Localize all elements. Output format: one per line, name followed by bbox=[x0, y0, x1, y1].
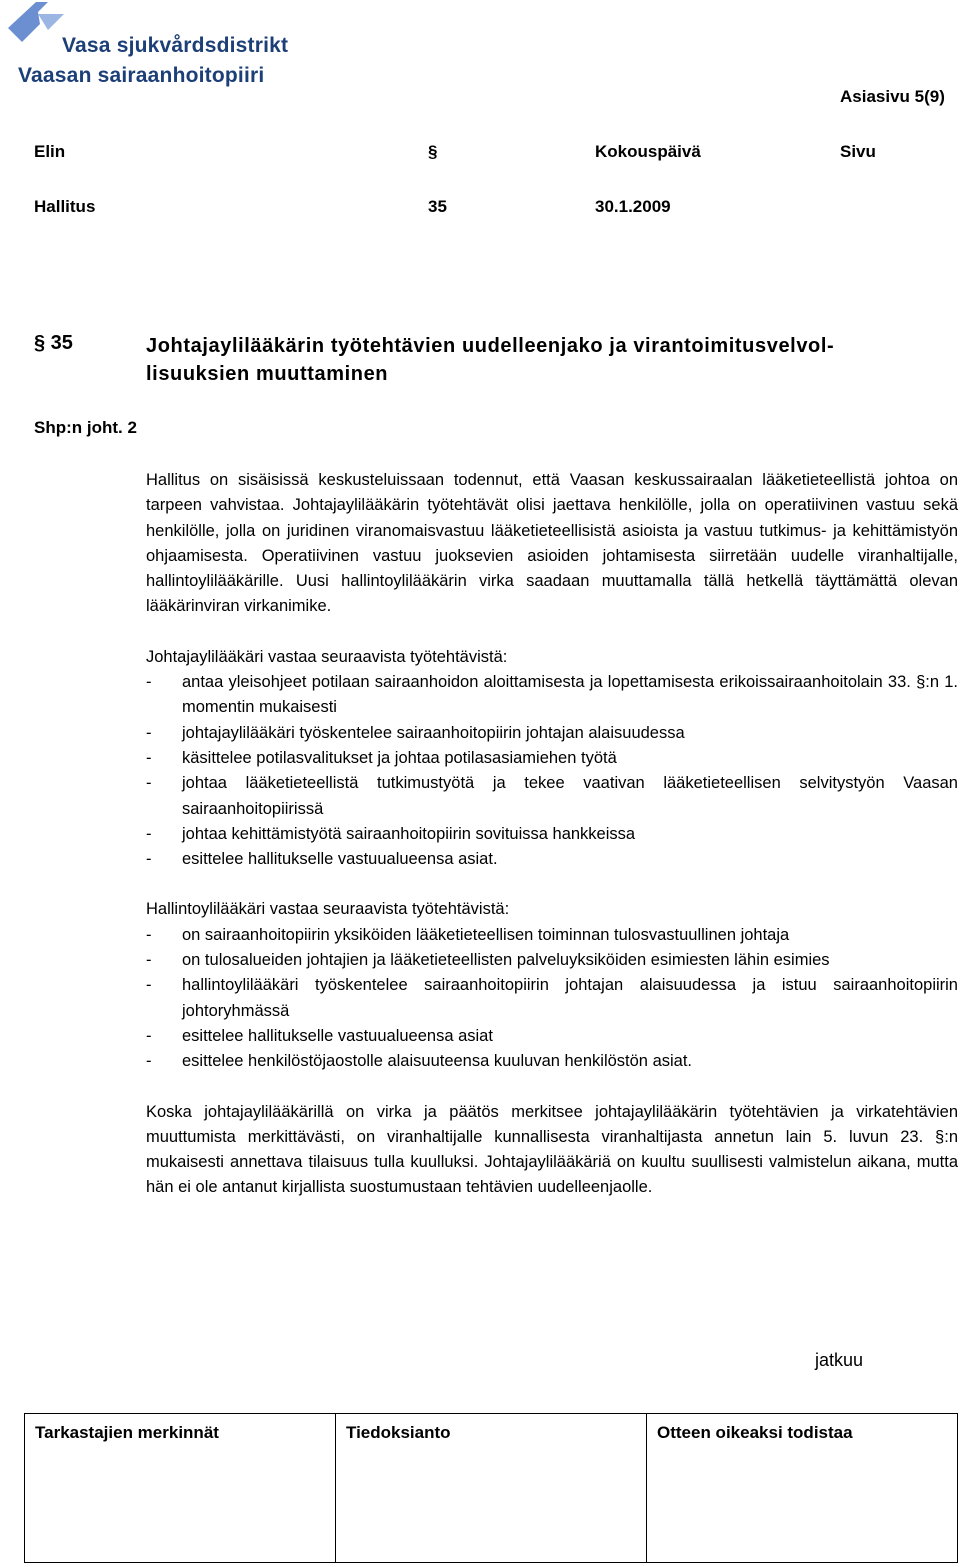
footer-column-certification bbox=[646, 1414, 853, 1562]
bullet-dash: - bbox=[146, 1052, 152, 1071]
header-value-section: 35 bbox=[428, 197, 447, 216]
header-label-section: § bbox=[428, 142, 438, 161]
bullet-dash: - bbox=[146, 723, 152, 742]
header-label-meeting-date: Kokouspäivä bbox=[595, 142, 701, 161]
list2-heading: Hallintoylilääkäri vastaa seuraavista työtehtävistä: bbox=[146, 900, 510, 919]
bullet-dash: - bbox=[146, 976, 152, 995]
list-item: - esittelee henkilöstöjaostolle alaisuuteensa kuuluvan henkilöstön asiat. bbox=[146, 1049, 958, 1074]
bullet-dash: - bbox=[146, 951, 152, 970]
bullet-dash: - bbox=[146, 748, 152, 767]
list-item: - johtaa kehittämistyötä sairaanhoitopiirin sovituissa hankkeissa bbox=[146, 822, 958, 847]
header-value-organ: Hallitus bbox=[34, 197, 96, 216]
section-title-line: Johtajaylilääkärin työtehtävien uudelleenjako ja virantoimitusvelvol- bbox=[146, 335, 835, 357]
list-item: - johtaa lääketieteellistä tutkimustyötä ja tekee vaativan lääketieteellisen selvitystyön Vaasan sairaanhoitopiirissä bbox=[146, 771, 958, 822]
continues-label: jatkuu bbox=[815, 1350, 864, 1370]
list2 bbox=[146, 923, 958, 1075]
list1-heading: Johtajaylilääkäri vastaa seuraavista työtehtävistä: bbox=[146, 647, 508, 666]
header-label-organ: Elin bbox=[34, 142, 66, 161]
intro-paragraph: Hallitus on sisäisissä keskusteluissaan todennut, että Vaasan keskussairaalan lääketieteellistä johtoa on tarpeen vahvistaa. Johtajaylilääkärin työtehtävät olisi jaettava henkilölle, jolla on operatiivinen vastuu sekä henkilölle, jolla on juridinen viranomaisvastuu lääketieteellisistä asioista ja vastuu tutkimus- ja kehittämistyön ohjaamisesta. Operatiivinen vastuu juoksevien asioiden johtamisesta siirretään uudelle viranhaltijalle, hallintoylilääkärille. Uusi hallintoylilääkärin virka saadaan muuttamalla tällä hetkellä täyttämättä olevan lääkärinviran virkanimike. bbox=[146, 471, 958, 616]
list-item: - käsittelee potilasvalitukset ja johtaa potilasasiamiehen työtä bbox=[146, 746, 958, 771]
bullet-dash: - bbox=[146, 1026, 152, 1045]
bullet-dash: - bbox=[146, 824, 152, 843]
bullet-dash: - bbox=[146, 774, 152, 793]
footer-column-notification bbox=[335, 1414, 451, 1562]
bullet-dash: - bbox=[146, 925, 152, 944]
list-item: - antaa yleisohjeet potilaan sairaanhoidon aloittamisesta ja lopettamisesta erikoissairaanhoitolain 33. §:n 1. momentin mukaisesti bbox=[146, 670, 958, 721]
list-item: - on sairaanhoitopiirin yksiköiden lääketieteellisen toiminnan tulosvastuullinen johtaja bbox=[146, 923, 958, 948]
bullet-dash: - bbox=[146, 850, 152, 869]
section-reference: Shp:n joht. 2 bbox=[34, 418, 137, 437]
document-body bbox=[146, 468, 958, 1201]
footer-label-reviewers: Tarkastajien merkinnät bbox=[35, 1423, 219, 1442]
page-reference: Asiasivu 5(9) bbox=[840, 87, 945, 106]
header-value-date: 30.1.2009 bbox=[595, 197, 671, 216]
footer-box bbox=[24, 1413, 958, 1563]
list-item: - esittelee hallitukselle vastuualueensa asiat. bbox=[146, 847, 958, 872]
closing-paragraph: Koska johtajaylilääkärillä on virka ja päätös merkitsee johtajaylilääkärin työtehtävien ja virkatehtävien muuttumista merkittävästi, on viranhaltijalle kunnallisesta viranhaltijasta annetun lain 5. luvun 23. §:n mukaisesti annettava tilaisuus tulla kuulluksi. Johtajaylilääkäriä on kuultu suullisesti valmistelun aikana, mutta hän ei ole antanut kirjallista suostumustaan tehtävien uudelleenjaolle. bbox=[146, 1102, 958, 1197]
section-title bbox=[146, 332, 946, 388]
footer-label-notification: Tiedoksianto bbox=[346, 1423, 451, 1442]
list1 bbox=[146, 670, 958, 872]
list-item: - johtajaylilääkäri työskentelee sairaanhoitopiirin johtajan alaisuudessa bbox=[146, 721, 958, 746]
list-item: - esittelee hallitukselle vastuualueensa asiat bbox=[146, 1024, 958, 1049]
organization-logo-icon bbox=[8, 2, 68, 46]
list-item: - on tulosalueiden johtajien ja lääketieteellisten palveluyksiköiden esimiesten lähin esimies bbox=[146, 948, 958, 973]
organization-name-swedish: Vasa sjukvårdsdistrikt bbox=[62, 34, 289, 57]
section-marker: § 35 bbox=[34, 332, 73, 354]
bullet-dash: - bbox=[146, 673, 152, 692]
section-title-line: lisuuksien muuttaminen bbox=[146, 363, 389, 385]
list-item: - hallintoylilääkäri työskentelee sairaanhoitopiirin johtajan alaisuudessa ja istuu sairaanhoitopiirin johtoryhmässä bbox=[146, 973, 958, 1024]
organization-name-finnish: Vaasan sairaanhoitopiiri bbox=[18, 64, 265, 87]
header-label-page: Sivu bbox=[840, 142, 876, 161]
footer-label-certification: Otteen oikeaksi todistaa bbox=[657, 1423, 853, 1442]
